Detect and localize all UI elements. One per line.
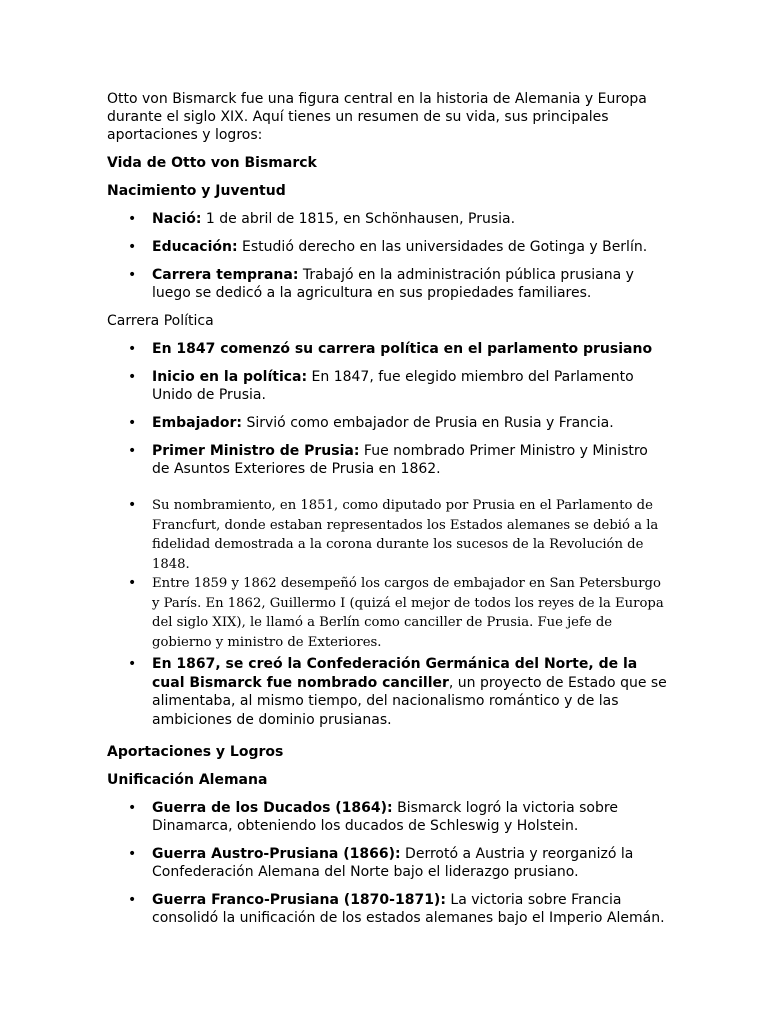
item-text: En 1847, fue elegido miembro del Parlamento Unido de Prusia. [152,369,634,403]
bullet-glyph: • [128,369,137,385]
heading-vida: Vida de Otto von Bismarck [107,155,317,171]
list-carrera [107,340,667,478]
intro-paragraph: Otto von Bismarck fue una figura central en la historia de Alemania y Europa durante el siglo XIX. Aquí tienes un resumen de su vida, sus principales aportaciones y logros: [107,91,647,143]
bullet-glyph: • [128,575,137,591]
item-label: Guerra Austro-Prusiana (1866): [152,846,401,862]
item-label: Guerra Franco-Prusiana (1870-1871): [152,892,446,908]
bullet-glyph: • [128,892,137,908]
bullet-glyph: • [128,239,137,255]
list-item [107,891,667,927]
list-item [107,266,667,302]
list-item [107,442,667,478]
bullet-glyph: • [128,800,137,816]
item-label: Educación: [152,239,238,255]
heading-nacimiento: Nacimiento y Juventud [107,183,286,199]
heading-aportaciones: Aportaciones y Logros [107,744,284,760]
list-item [107,496,667,574]
item-label: Primer Ministro de Prusia: [152,443,360,459]
item-text: Derrotó a Austria y reorganizó la Confederación Alemana del Norte bajo el liderazgo prusiano. [152,846,634,880]
bullet-glyph: • [128,443,137,459]
list-item [107,845,667,881]
heading-unificacion: Unificación Alemana [107,772,268,788]
list-unificacion [107,799,667,927]
item-text: , un proyecto de Estado que se alimentaba, al mismo tiempo, del nacionalismo romántico y de las ambiciones de dominio prusianas. [152,674,667,728]
list-item [107,210,667,228]
item-label: Carrera temprana: [152,267,299,283]
item-text: La victoria sobre Francia consolidó la unificación de los estados alemanes bajo el Imperio Alemán. [152,892,665,926]
item-text: Su nombramiento, en 1851, como diputado por Prusia en el Parlamento de Francfurt, donde estaban representados los Estados alemanes se debió a la fidelidad demostrada a la corona durante los sucesos de la Revolución de 1848. [152,498,659,572]
item-text: Bismarck logró la victoria sobre Dinamarca, obteniendo los ducados de Schleswig y Holstein. [152,800,618,834]
list-item [107,655,667,729]
item-text: Trabajó en la administración pública prusiana y luego se dedicó a la agricultura en sus propiedades familiares. [152,267,634,301]
bullet-glyph: • [128,497,137,513]
item-text: Sirvió como embajador de Prusia en Rusia y Francia. [242,415,614,431]
list-item [107,340,667,358]
list-item [107,414,667,432]
bullet-glyph: • [128,846,137,862]
bullet-glyph: • [128,267,137,283]
bullet-glyph: • [128,656,137,672]
item-text: 1 de abril de 1815, en Schönhausen, Prusia. [201,211,516,227]
list-confederacion [107,655,667,729]
item-text: Entre 1859 y 1862 desempeñó los cargos de embajador en San Petersburgo y París. En 1862, Guillermo I (quizá el mejor de todos los reyes de la Europa del siglo XIX), le llamó a Berlín como canciller de Prusia. Fue jefe de gobierno y ministro de Exteriores. [152,576,664,650]
list-carrera-serif [107,496,667,652]
item-label: Guerra de los Ducados (1864): [152,800,393,816]
list-item [107,238,667,256]
list-item [107,799,667,835]
item-text: Fue nombrado Primer Ministro y Ministro de Asuntos Exteriores de Prusia en 1862. [152,443,648,477]
list-item [107,368,667,404]
document-page [107,90,667,937]
bullet-glyph: • [128,415,137,431]
item-label: En 1867, se creó la Confederación Germánica del Norte, de la cual Bismarck fue nombrado canciller [152,656,638,691]
bullet-glyph: • [128,211,137,227]
item-label: Nació: [152,211,202,227]
item-label: Embajador: [152,415,243,431]
item-label: Inicio en la política: [152,369,308,385]
list-nacimiento [107,210,667,302]
bullet-glyph: • [128,341,137,357]
item-label: En 1847 comenzó su carrera política en el parlamento prusiano [152,341,653,357]
list-item [107,574,667,652]
item-text: Estudió derecho en las universidades de Gotinga y Berlín. [237,239,648,255]
heading-carrera: Carrera Política [107,313,214,329]
